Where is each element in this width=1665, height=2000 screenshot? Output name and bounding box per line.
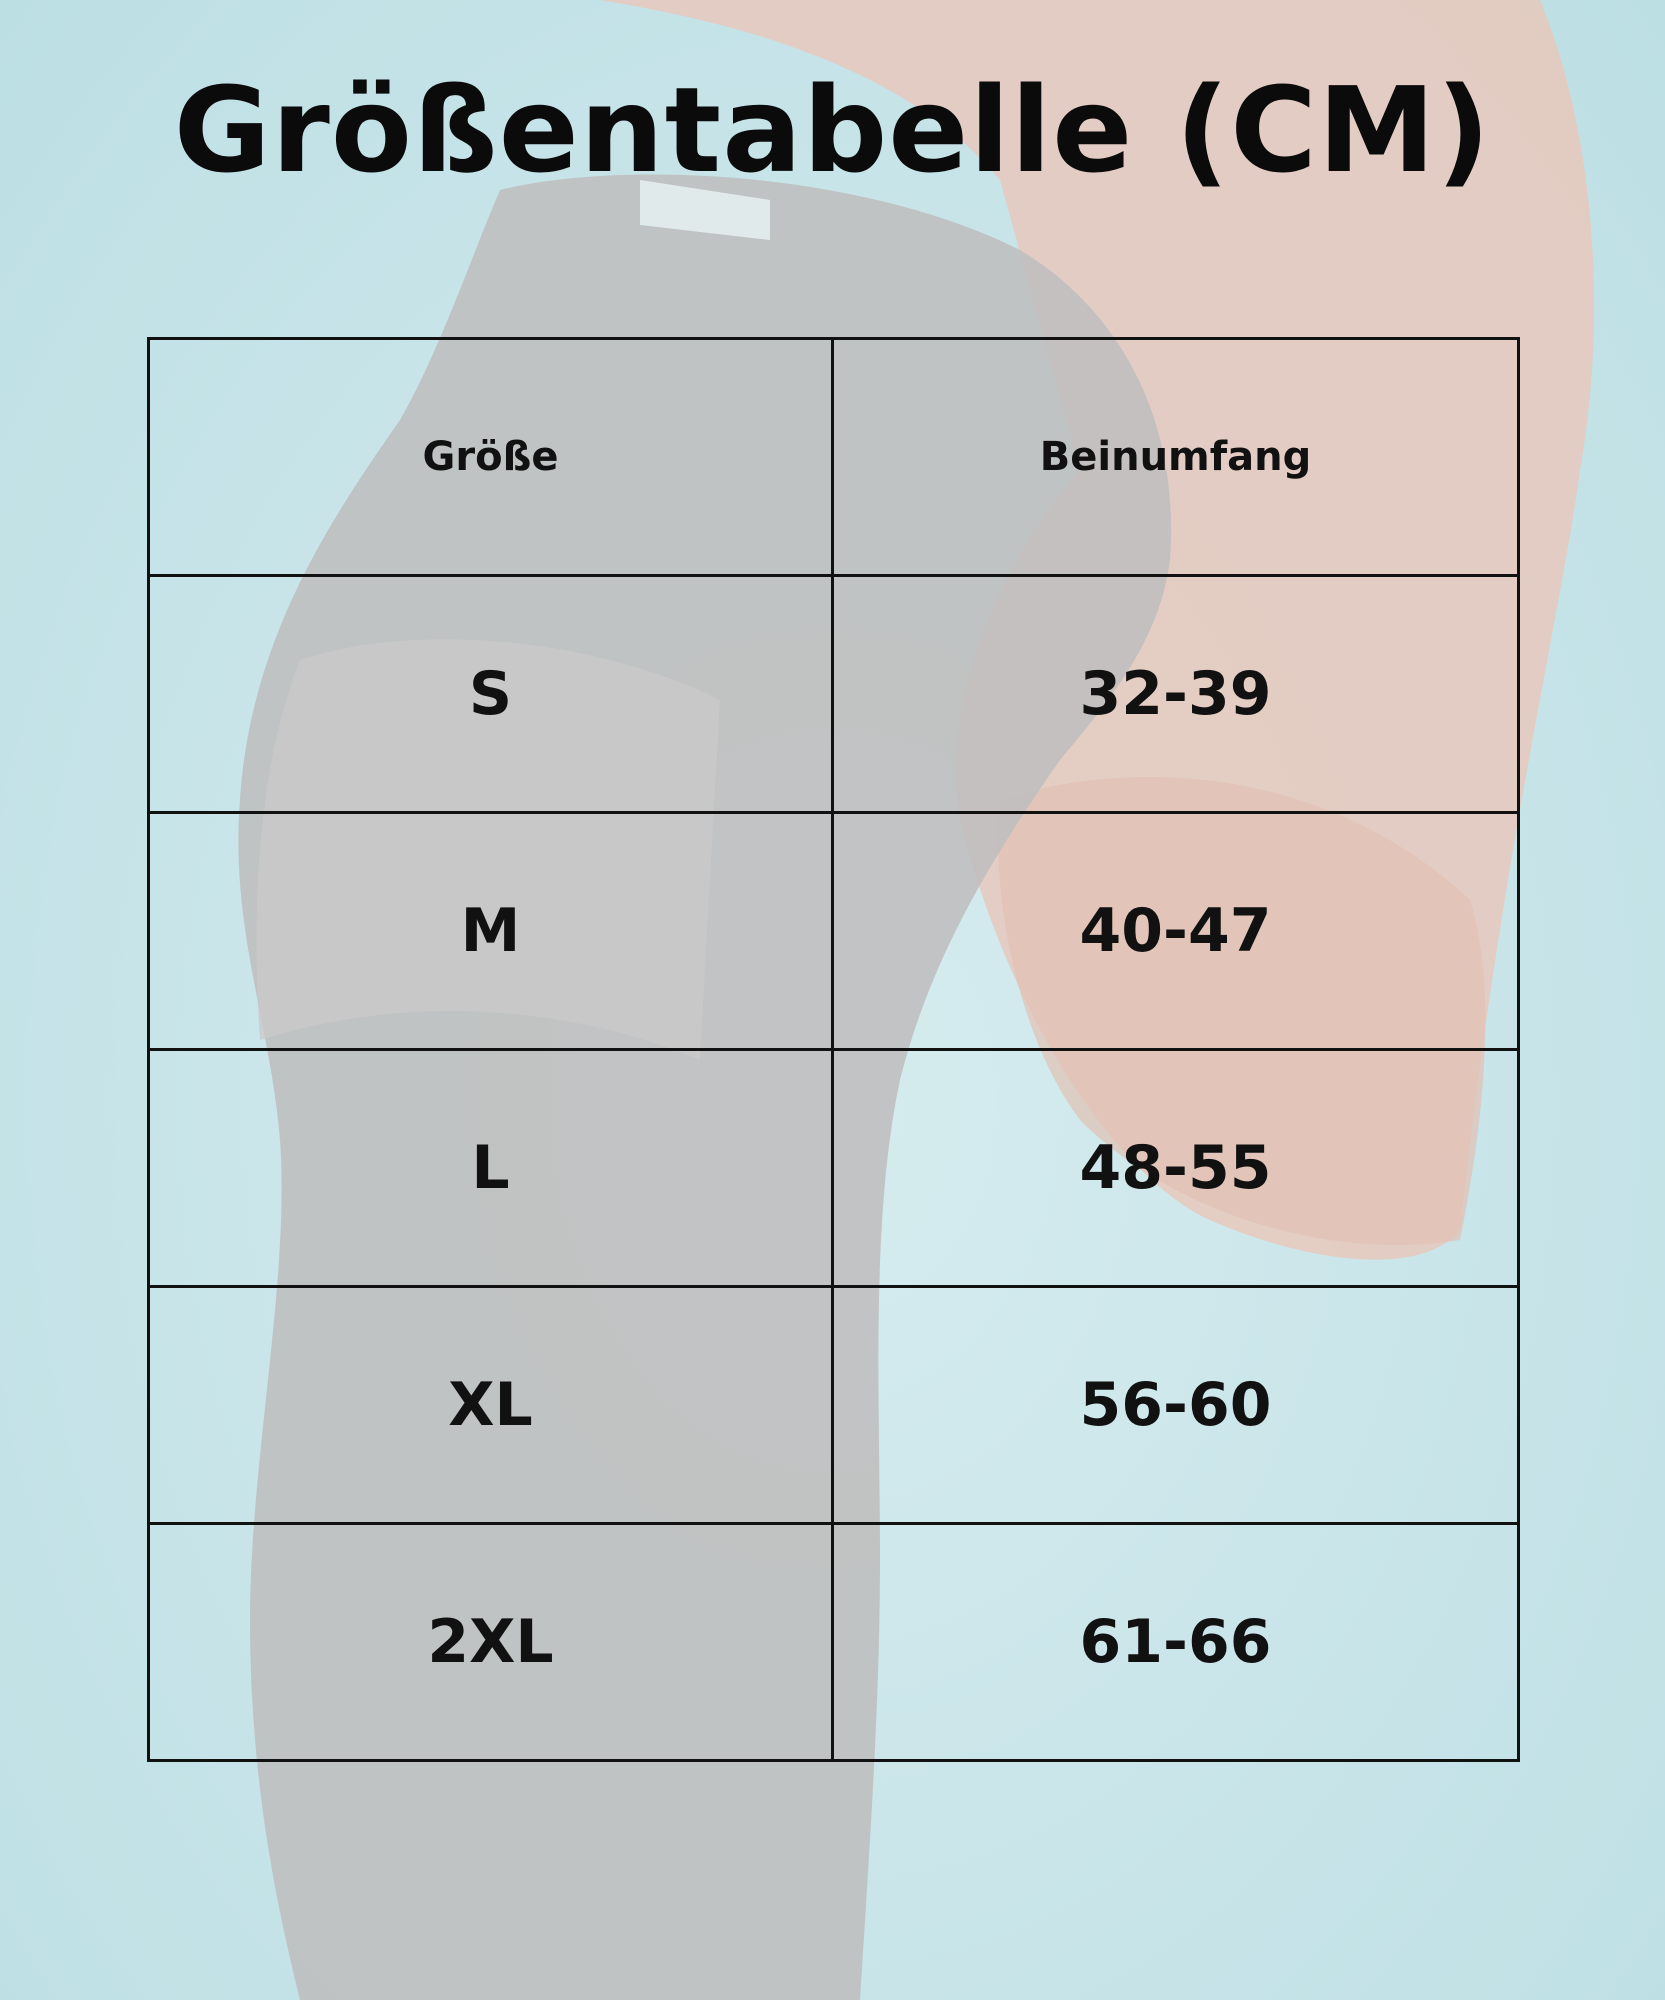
size-cell: L: [149, 1050, 833, 1287]
circumference-cell: 40-47: [833, 813, 1519, 1050]
table-row: [149, 1050, 1519, 1287]
size-cell: S: [149, 576, 833, 813]
table-row: [149, 1524, 1519, 1761]
circumference-cell: 32-39: [833, 576, 1519, 813]
table-row: [149, 813, 1519, 1050]
table-row: [149, 1287, 1519, 1524]
table-header-row: [149, 339, 1519, 576]
header-leg-circumference: Beinumfang: [833, 339, 1519, 576]
circumference-cell: 56-60: [833, 1287, 1519, 1524]
size-table: [147, 337, 1520, 1762]
circumference-cell: 48-55: [833, 1050, 1519, 1287]
size-cell: 2XL: [149, 1524, 833, 1761]
size-cell: XL: [149, 1287, 833, 1524]
page-title: Größentabelle (CM): [173, 61, 1492, 199]
size-cell: M: [149, 813, 833, 1050]
circumference-cell: 61-66: [833, 1524, 1519, 1761]
header-size: Größe: [149, 339, 833, 576]
table-row: [149, 576, 1519, 813]
